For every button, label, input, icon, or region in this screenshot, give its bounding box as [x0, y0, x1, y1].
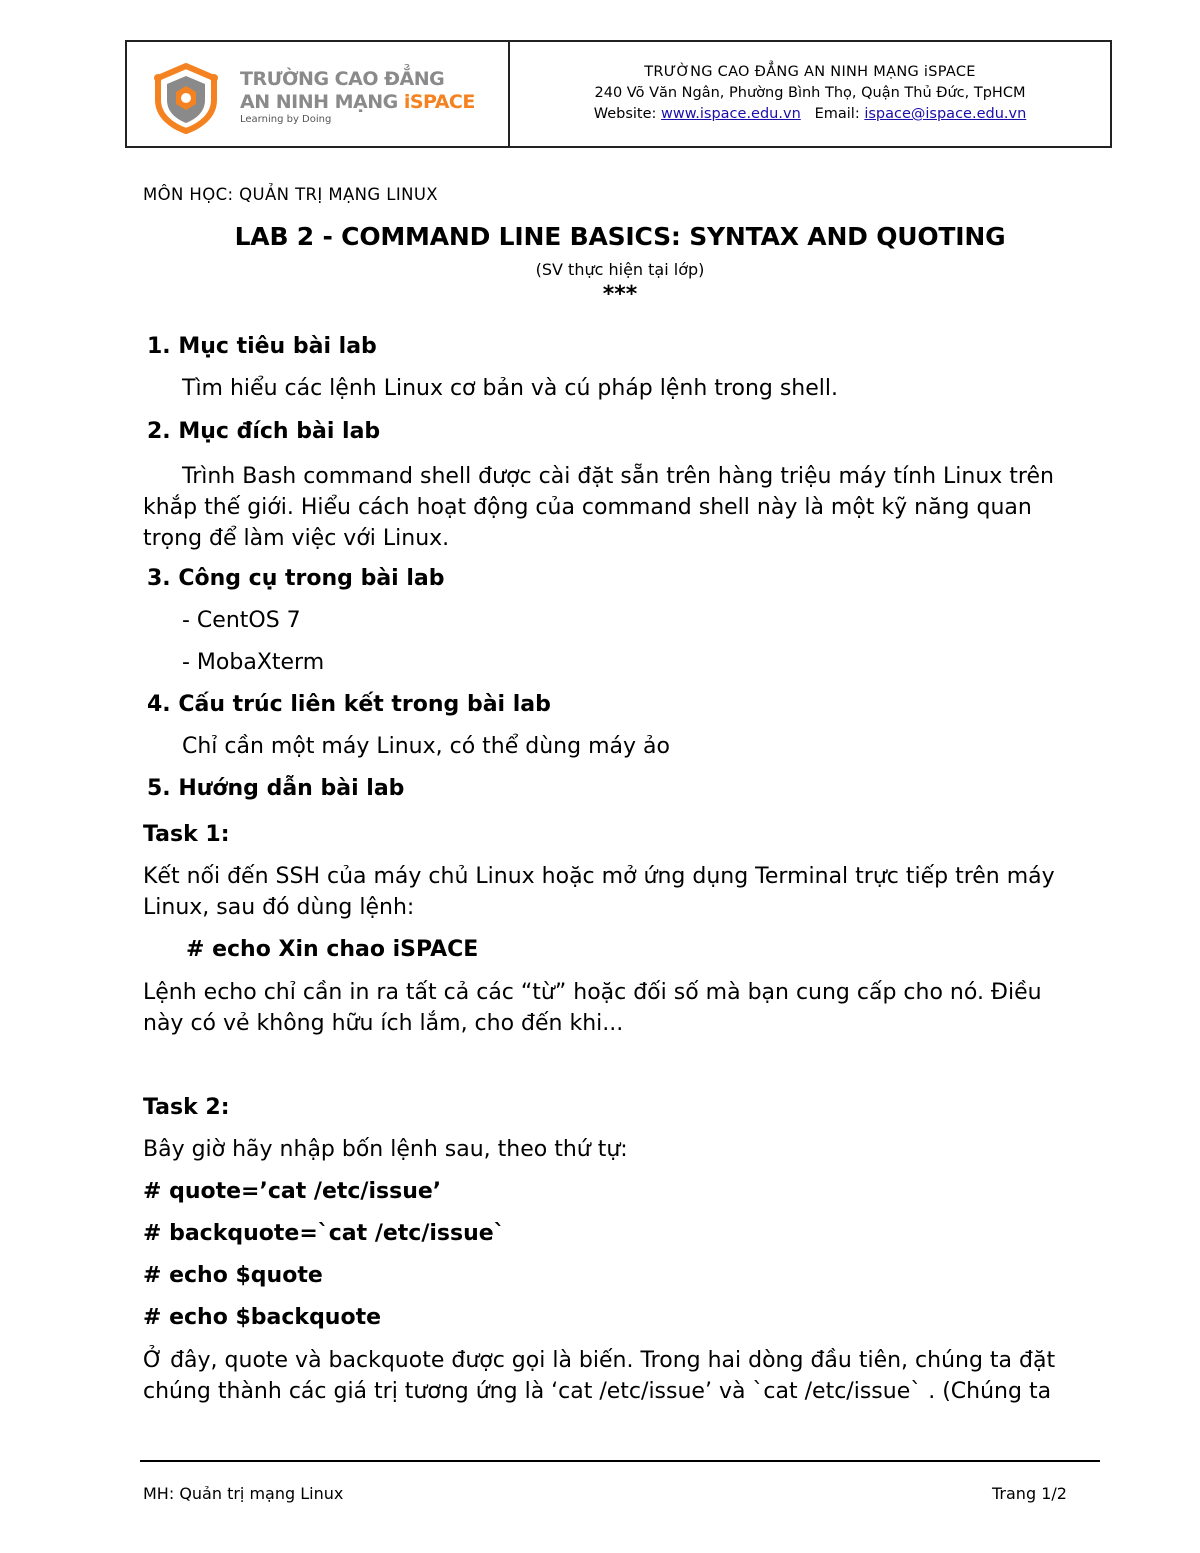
section-1-text: Tìm hiểu các lệnh Linux cơ bản và cú pháp lệnh trong shell. — [182, 376, 839, 401]
task-2-command-1: # quote=’cat /etc/issue’ — [143, 1179, 442, 1204]
subject-line: MÔN HỌC: QUẢN TRỊ MẠNG LINUX — [143, 185, 439, 204]
task-2-command-2: # backquote=`cat /etc/issue` — [143, 1221, 505, 1246]
section-5-heading: 5. Hướng dẫn bài lab — [147, 776, 405, 801]
shield-logo-icon — [150, 62, 222, 134]
task-2-command-4: # echo $backquote — [143, 1305, 382, 1330]
task-2-desc-1: Ở đây, quote và backquote được gọi là biến. Trong hai dòng đầu tiên, chúng ta đặt — [143, 1348, 1056, 1373]
separator-stars: *** — [602, 282, 638, 307]
logo-tagline: Learning by Doing — [240, 114, 332, 125]
school-address: 240 Võ Văn Ngân, Phường Bình Thọ, Quận Thủ Đức, TpHCM — [594, 85, 1026, 101]
tool-item-centos: - CentOS 7 — [182, 608, 301, 633]
task-1-heading: Task 1: — [143, 822, 230, 847]
school-info — [510, 62, 1110, 125]
task-1-desc-1: Lệnh echo chỉ cần in ra tất cả các “từ” hoặc đối số mà bạn cung cấp cho nó. Điều — [143, 980, 1042, 1005]
section-2-line-3: trọng để làm việc với Linux. — [143, 526, 450, 551]
contact-line — [510, 104, 1110, 125]
logo-text-line1: TRƯỜNG CAO ĐẲNG — [240, 68, 445, 90]
website-link[interactable]: www.ispace.edu.vn — [661, 106, 801, 122]
website-label: Website: — [593, 106, 662, 122]
task-2-command-3: # echo $quote — [143, 1263, 323, 1288]
lab-subtitle: (SV thực hiện tại lớp) — [535, 260, 705, 279]
section-2-line-2: khắp thế giới. Hiểu cách hoạt động của command shell này là một kỹ năng quan — [143, 495, 1032, 520]
school-name: TRƯỜNG CAO ĐẲNG AN NINH MẠNG iSPACE — [644, 64, 976, 80]
logo-text-line2 — [240, 91, 475, 113]
school-logo — [150, 62, 490, 134]
section-2-line-1: Trình Bash command shell được cài đặt sẵn trên hàng triệu máy tính Linux trên — [182, 464, 1054, 489]
task-2-intro: Bây giờ hãy nhập bốn lệnh sau, theo thứ tự: — [143, 1137, 628, 1162]
email-link[interactable]: ispace@ispace.edu.vn — [864, 106, 1027, 122]
logo-text-prefix: AN NINH MẠNG — [240, 91, 404, 113]
footer-page-number: Trang 1/2 — [992, 1484, 1067, 1503]
task-2-desc-2: chúng thành các giá trị tương ứng là ‘cat /etc/issue’ và `cat /etc/issue` . (Chúng ta — [143, 1379, 1052, 1404]
section-1-heading: 1. Mục tiêu bài lab — [147, 334, 377, 359]
task-1-desc-2: này có vẻ không hữu ích lắm, cho đến khi... — [143, 1011, 624, 1036]
section-3-heading: 3. Công cụ trong bài lab — [147, 566, 445, 591]
logo-brand-text: iSPACE — [403, 91, 475, 113]
email-label: Email: — [814, 106, 865, 122]
task-1-line-1: Kết nối đến SSH của máy chủ Linux hoặc mở ứng dụng Terminal trực tiếp trên máy — [143, 864, 1055, 889]
task-2-heading: Task 2: — [143, 1095, 230, 1120]
tool-item-mobaxterm: - MobaXterm — [182, 650, 325, 675]
task-1-line-2: Linux, sau đó dùng lệnh: — [143, 895, 415, 920]
section-4-text: Chỉ cần một máy Linux, có thể dùng máy ảo — [182, 734, 670, 759]
lab-title: LAB 2 - COMMAND LINE BASICS: SYNTAX AND QUOTING — [234, 222, 1006, 251]
footer-rule — [140, 1460, 1100, 1462]
task-1-command: # echo Xin chao iSPACE — [186, 937, 479, 962]
footer-course: MH: Quản trị mạng Linux — [143, 1484, 344, 1503]
section-4-heading: 4. Cấu trúc liên kết trong bài lab — [147, 692, 551, 717]
section-2-heading: 2. Mục đích bài lab — [147, 419, 381, 444]
